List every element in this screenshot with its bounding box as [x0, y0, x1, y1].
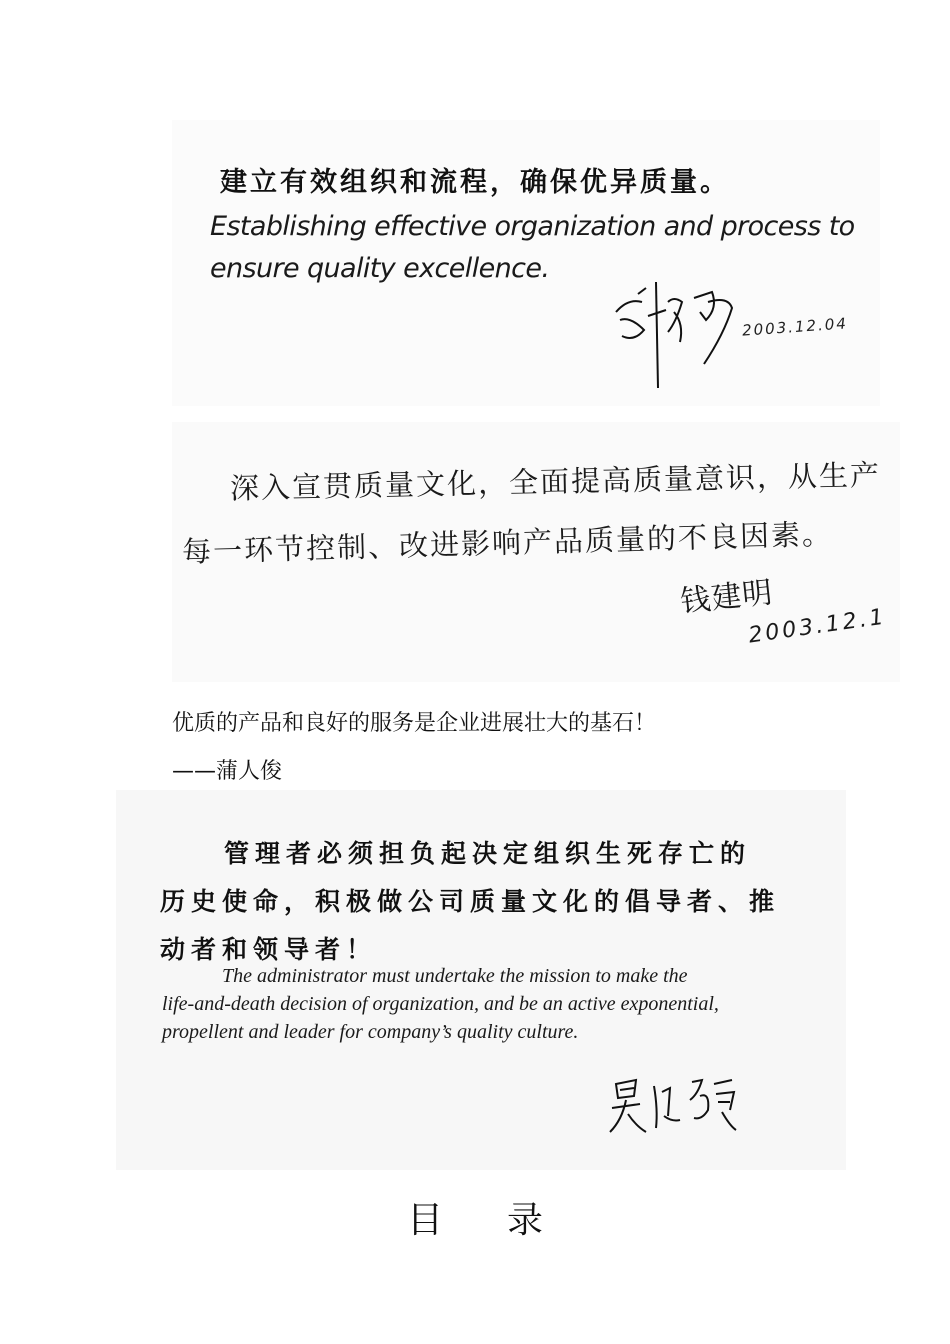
handwritten-signature-3	[606, 1070, 746, 1140]
handwritten-signature-1	[608, 272, 748, 392]
english-slogan-3	[162, 962, 822, 1046]
english-slogan-3-line3: propellent and leader for company’s quality culture.	[162, 1021, 579, 1043]
chinese-slogan-3	[160, 830, 840, 974]
handwritten-slogan-2-line2: 每一环节控制、改进影响产品质量的不良因素。	[181, 516, 834, 569]
calligraphy-card-3	[116, 790, 846, 1170]
english-slogan-1	[210, 206, 860, 290]
english-slogan-3-line2: life-and-death decision of organization, and be an active exponential,	[162, 993, 719, 1015]
calligraphy-card-1	[172, 120, 880, 406]
signature-date-2: 2003.12.1	[746, 604, 889, 649]
handwritten-slogan-2	[182, 452, 894, 572]
handwritten-slogan-2-line1: 深入宣贯质量文化，全面提高质量意识，从生产	[229, 457, 882, 506]
signature-date-1: 2003.12.04	[741, 314, 849, 340]
chinese-slogan-3-line2: 历史使命，积极做公司质量文化的倡导者、推	[160, 887, 781, 916]
english-slogan-3-line1: The administrator must undertake the mission to make the	[222, 965, 688, 987]
chinese-slogan-1: 建立有效组织和流程，确保优异质量。	[220, 167, 730, 198]
toc-title: 目录	[406, 1200, 607, 1241]
chinese-slogan-3-line3: 动者和领导者！	[160, 935, 378, 964]
quote-text: 优质的产品和良好的服务是企业进展壮大的基石！	[172, 711, 657, 736]
calligraphy-card-2	[172, 422, 900, 682]
english-slogan-1-line2: ensure quality excellence.	[210, 253, 550, 284]
english-slogan-1-line1: Establishing effective organization and process to	[210, 211, 855, 242]
handwritten-signature-2: 钱建明	[678, 575, 775, 620]
chinese-slogan-3-line1: 管理者必须担负起决定组织生死存亡的	[224, 839, 752, 868]
quote-author: ——蒲人俊	[172, 759, 283, 784]
